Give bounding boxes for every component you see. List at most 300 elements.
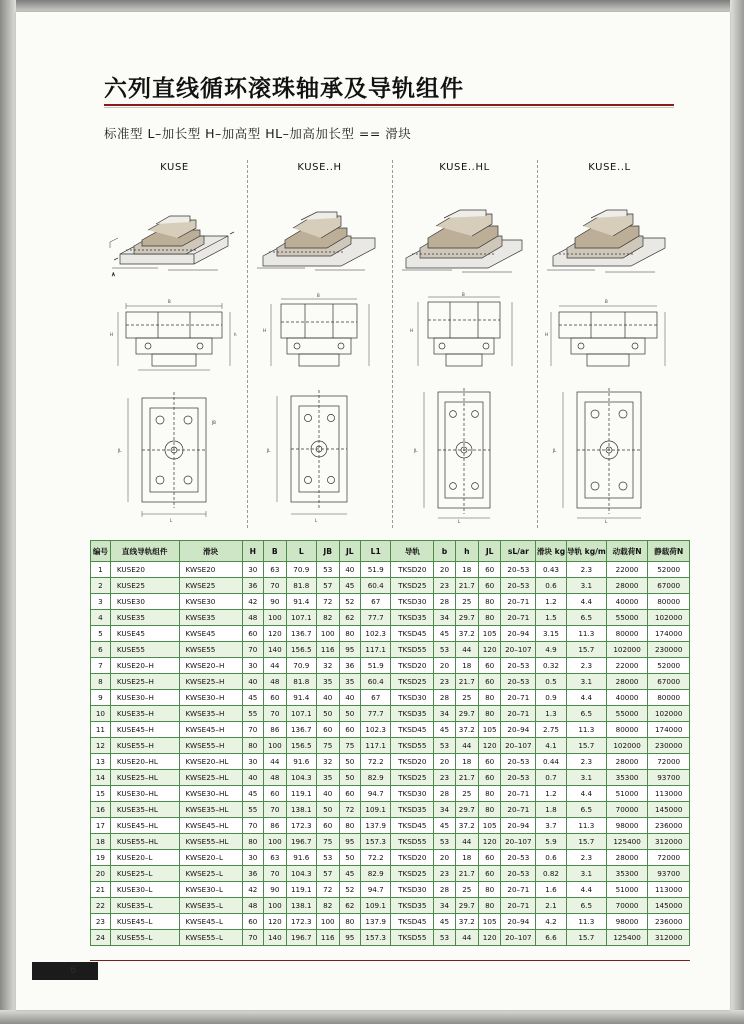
- top-view-drawing-icon: [543, 384, 676, 524]
- table-cell: 6.5: [566, 898, 606, 914]
- table-cell: 50: [316, 802, 339, 818]
- table-cell: 60: [478, 562, 501, 578]
- table-cell: 45: [242, 690, 264, 706]
- table-cell: 22000: [606, 562, 648, 578]
- table-cell: 20–107: [501, 738, 536, 754]
- table-cell: TKSD35: [391, 898, 434, 914]
- table-cell: 104.3: [286, 866, 316, 882]
- table-cell: 117.1: [361, 738, 391, 754]
- table-cell: 120: [478, 834, 501, 850]
- table-cell: 125400: [606, 930, 648, 946]
- page-edge-top: [0, 0, 744, 12]
- table-cell: 55: [242, 802, 264, 818]
- table-cell: 140: [264, 642, 287, 658]
- table-cell: 30: [242, 658, 264, 674]
- table-cell: KUSE35–HL: [110, 802, 179, 818]
- specification-table-container: [90, 540, 690, 946]
- table-cell: 196.7: [286, 930, 316, 946]
- table-cell: 44: [455, 930, 478, 946]
- table-cell: KWSE30–L: [179, 882, 242, 898]
- table-cell: KUSE35–H: [110, 706, 179, 722]
- table-cell: 52000: [648, 562, 690, 578]
- table-cell: 23: [434, 770, 456, 786]
- table-cell: 80: [478, 610, 501, 626]
- table-cell: 28: [434, 786, 456, 802]
- top-view-drawing-icon: [398, 384, 531, 524]
- table-cell: 60: [242, 626, 264, 642]
- table-cell: 18: [455, 754, 478, 770]
- table-cell: 60: [478, 770, 501, 786]
- th-rail-weight: 导轨 kg/m: [566, 541, 606, 562]
- table-cell: 30: [242, 754, 264, 770]
- table-cell: TKSD30: [391, 882, 434, 898]
- table-cell: 20–107: [501, 930, 536, 946]
- table-cell: 102000: [606, 738, 648, 754]
- table-cell: 20–53: [501, 850, 536, 866]
- page-edge-right: [730, 0, 744, 1024]
- table-cell: 20: [434, 850, 456, 866]
- table-cell: 60.4: [361, 578, 391, 594]
- table-cell: 30: [242, 562, 264, 578]
- table-cell: 102.3: [361, 626, 391, 642]
- th-jl: JL: [339, 541, 361, 562]
- table-cell: 18: [455, 562, 478, 578]
- table-cell: 48: [264, 770, 287, 786]
- table-cell: KUSE20–HL: [110, 754, 179, 770]
- table-cell: 67: [361, 594, 391, 610]
- table-cell: 0.43: [536, 562, 567, 578]
- table-cell: KUSE35: [110, 610, 179, 626]
- front-view-drawing-icon: [543, 292, 676, 378]
- table-cell: 40: [316, 690, 339, 706]
- table-cell: 104.3: [286, 770, 316, 786]
- table-cell: 98000: [606, 818, 648, 834]
- th-index: 编号: [91, 541, 111, 562]
- table-cell: TKSD45: [391, 626, 434, 642]
- table-cell: 60: [264, 786, 287, 802]
- table-cell: 70: [242, 642, 264, 658]
- table-cell: 20: [434, 562, 456, 578]
- table-cell: KWSE35–H: [179, 706, 242, 722]
- front-view-drawing-icon: [253, 292, 386, 378]
- table-cell: 116: [316, 642, 339, 658]
- table-cell: KUSE30–HL: [110, 786, 179, 802]
- table-cell: 20–71: [501, 594, 536, 610]
- table-cell: 20–53: [501, 754, 536, 770]
- table-cell: 20: [434, 658, 456, 674]
- table-cell: 0.82: [536, 866, 567, 882]
- table-cell: 20–107: [501, 834, 536, 850]
- table-cell: TKSD20: [391, 562, 434, 578]
- th-dynamic-load: 动载荷N: [606, 541, 648, 562]
- table-cell: 82: [316, 898, 339, 914]
- table-cell: KUSE45–L: [110, 914, 179, 930]
- svg-text:B: B: [168, 299, 171, 304]
- table-cell: 60: [264, 690, 287, 706]
- table-cell: 52: [339, 594, 361, 610]
- table-cell: 60.4: [361, 674, 391, 690]
- table-cell: 80: [478, 898, 501, 914]
- table-cell: 20–53: [501, 578, 536, 594]
- table-cell: 81.8: [286, 578, 316, 594]
- figure-column-kuse-h: [247, 152, 392, 532]
- table-cell: 9: [91, 690, 111, 706]
- table-cell: KWSE25–HL: [179, 770, 242, 786]
- table-cell: 34: [434, 706, 456, 722]
- table-cell: 32: [316, 658, 339, 674]
- table-cell: 102000: [606, 642, 648, 658]
- table-cell: 109.1: [361, 898, 391, 914]
- table-cell: 230000: [648, 738, 690, 754]
- table-cell: 45: [434, 914, 456, 930]
- table-cell: KUSE20–H: [110, 658, 179, 674]
- table-cell: 75: [316, 738, 339, 754]
- table-cell: 44: [264, 658, 287, 674]
- table-cell: 100: [264, 610, 287, 626]
- table-cell: 80: [478, 802, 501, 818]
- table-cell: 18: [455, 850, 478, 866]
- page-subtitle: 标准型 L–加长型 H–加高型 HL–加高加长型 == 滑块: [104, 126, 412, 141]
- table-cell: 100: [264, 834, 287, 850]
- table-row: [91, 898, 690, 914]
- svg-text:H: H: [545, 332, 549, 337]
- table-cell: 21.7: [455, 770, 478, 786]
- table-cell: 70: [264, 866, 287, 882]
- table-cell: 145000: [648, 802, 690, 818]
- table-cell: TKSD30: [391, 690, 434, 706]
- table-cell: 3.15: [536, 626, 567, 642]
- table-cell: 11.3: [566, 818, 606, 834]
- table-cell: 1.8: [536, 802, 567, 818]
- table-cell: 23: [434, 866, 456, 882]
- table-cell: 94.7: [361, 882, 391, 898]
- table-cell: 20–94: [501, 626, 536, 642]
- isometric-drawing-icon: [108, 184, 241, 282]
- table-cell: 15: [91, 786, 111, 802]
- table-cell: 14: [91, 770, 111, 786]
- table-cell: 20–71: [501, 706, 536, 722]
- table-cell: 105: [478, 626, 501, 642]
- table-cell: 1: [91, 562, 111, 578]
- th-l1: L1: [361, 541, 391, 562]
- table-cell: 91.6: [286, 850, 316, 866]
- table-row: [91, 626, 690, 642]
- table-cell: KWSE30–H: [179, 690, 242, 706]
- table-cell: TKSD45: [391, 818, 434, 834]
- table-cell: 98000: [606, 914, 648, 930]
- table-cell: 102000: [648, 610, 690, 626]
- table-cell: 72.2: [361, 754, 391, 770]
- table-cell: KWSE25–H: [179, 674, 242, 690]
- table-cell: 102000: [648, 706, 690, 722]
- table-cell: 77.7: [361, 610, 391, 626]
- table-cell: 36: [339, 658, 361, 674]
- table-row: [91, 594, 690, 610]
- table-cell: 107.1: [286, 610, 316, 626]
- table-cell: 70000: [606, 898, 648, 914]
- table-cell: 3: [91, 594, 111, 610]
- table-cell: 172.3: [286, 818, 316, 834]
- table-cell: 70: [264, 706, 287, 722]
- svg-text:L: L: [458, 519, 461, 524]
- table-cell: 80: [478, 786, 501, 802]
- table-cell: KWSE55–H: [179, 738, 242, 754]
- table-cell: KWSE30–HL: [179, 786, 242, 802]
- table-cell: 125400: [606, 834, 648, 850]
- table-cell: 60: [316, 818, 339, 834]
- svg-text:JL: JL: [118, 448, 122, 453]
- table-row: [91, 866, 690, 882]
- table-cell: 53: [316, 562, 339, 578]
- table-cell: 67000: [648, 674, 690, 690]
- table-cell: 80: [242, 738, 264, 754]
- table-cell: TKSD20: [391, 658, 434, 674]
- table-cell: 35: [339, 674, 361, 690]
- table-cell: KWSE45–L: [179, 914, 242, 930]
- table-cell: 40: [339, 690, 361, 706]
- table-cell: 15.7: [566, 738, 606, 754]
- table-cell: 2.75: [536, 722, 567, 738]
- table-row: [91, 914, 690, 930]
- front-view-drawing-icon: [398, 292, 531, 378]
- svg-text:JB: JB: [212, 420, 216, 425]
- table-cell: 120: [478, 738, 501, 754]
- table-cell: 109.1: [361, 802, 391, 818]
- table-cell: TKSD25: [391, 866, 434, 882]
- table-cell: 81.8: [286, 674, 316, 690]
- table-cell: 0.9: [536, 690, 567, 706]
- table-cell: 20–107: [501, 642, 536, 658]
- table-cell: 48: [242, 898, 264, 914]
- table-cell: 172.3: [286, 914, 316, 930]
- table-cell: 45: [434, 626, 456, 642]
- table-row: [91, 610, 690, 626]
- page-edge-bottom: [0, 1010, 744, 1024]
- table-cell: 15.7: [566, 930, 606, 946]
- top-view-drawing-icon: [108, 384, 241, 524]
- top-view-drawing-icon: [253, 384, 386, 524]
- table-cell: KUSE20: [110, 562, 179, 578]
- page-number-tab: [32, 962, 98, 980]
- table-cell: 2.3: [566, 754, 606, 770]
- table-cell: 60: [316, 722, 339, 738]
- table-cell: 72000: [648, 850, 690, 866]
- table-cell: KWSE45: [179, 626, 242, 642]
- table-cell: 35300: [606, 770, 648, 786]
- table-cell: 62: [339, 610, 361, 626]
- table-cell: 140: [264, 930, 287, 946]
- table-cell: 12: [91, 738, 111, 754]
- table-cell: 119.1: [286, 882, 316, 898]
- table-cell: 18: [455, 658, 478, 674]
- table-cell: 80: [242, 834, 264, 850]
- table-cell: KUSE25–HL: [110, 770, 179, 786]
- table-row: [91, 658, 690, 674]
- table-cell: 28: [434, 594, 456, 610]
- front-view-drawing-icon: [108, 292, 241, 378]
- table-cell: 70: [242, 818, 264, 834]
- table-cell: 40: [316, 786, 339, 802]
- table-cell: 44: [264, 754, 287, 770]
- table-cell: 70.9: [286, 562, 316, 578]
- table-row: [91, 674, 690, 690]
- table-cell: 100: [316, 626, 339, 642]
- table-cell: KUSE55: [110, 642, 179, 658]
- table-cell: TKSD20: [391, 850, 434, 866]
- table-cell: 50: [316, 706, 339, 722]
- table-cell: 80000: [606, 626, 648, 642]
- table-cell: 63: [264, 850, 287, 866]
- table-cell: 62: [339, 898, 361, 914]
- table-cell: 75: [316, 834, 339, 850]
- th-h: H: [242, 541, 264, 562]
- table-cell: 82.9: [361, 866, 391, 882]
- table-cell: KWSE30: [179, 594, 242, 610]
- table-cell: 42: [242, 882, 264, 898]
- paper-sheet: [16, 12, 730, 1010]
- table-cell: TKSD25: [391, 578, 434, 594]
- table-cell: TKSD30: [391, 786, 434, 802]
- table-cell: KWSE20–HL: [179, 754, 242, 770]
- table-cell: 60: [339, 722, 361, 738]
- table-cell: 1.6: [536, 882, 567, 898]
- table-cell: TKSD45: [391, 722, 434, 738]
- table-cell: 91.4: [286, 690, 316, 706]
- table-cell: TKSD35: [391, 610, 434, 626]
- table-cell: KWSE55–HL: [179, 834, 242, 850]
- table-cell: 25: [455, 690, 478, 706]
- table-cell: 11.3: [566, 626, 606, 642]
- table-cell: 50: [339, 754, 361, 770]
- svg-text:L: L: [170, 518, 173, 523]
- table-cell: KWSE55: [179, 642, 242, 658]
- table-cell: 29.7: [455, 898, 478, 914]
- page-edge-left: [0, 0, 16, 1024]
- table-cell: 119.1: [286, 786, 316, 802]
- table-cell: 17: [91, 818, 111, 834]
- table-cell: 0.7: [536, 770, 567, 786]
- th-b-small: b: [434, 541, 456, 562]
- table-cell: 23: [91, 914, 111, 930]
- table-cell: 3.1: [566, 770, 606, 786]
- page-title: 六列直线循环滚珠轴承及导轨组件: [104, 76, 464, 102]
- figure-column-kuse-l: [537, 152, 682, 532]
- table-cell: KWSE35–L: [179, 898, 242, 914]
- table-cell: 80: [339, 626, 361, 642]
- table-cell: 51000: [606, 786, 648, 802]
- table-cell: 19: [91, 850, 111, 866]
- table-cell: 157.3: [361, 930, 391, 946]
- svg-text:JL: JL: [267, 448, 271, 453]
- table-cell: 1.5: [536, 610, 567, 626]
- table-cell: 11.3: [566, 914, 606, 930]
- table-cell: 1.2: [536, 786, 567, 802]
- table-cell: KWSE35: [179, 610, 242, 626]
- table-cell: 6: [91, 642, 111, 658]
- table-cell: 72: [316, 594, 339, 610]
- table-cell: 105: [478, 722, 501, 738]
- svg-text:L: L: [315, 518, 318, 523]
- table-cell: 136.7: [286, 722, 316, 738]
- table-cell: 77.7: [361, 706, 391, 722]
- svg-text:h: h: [234, 332, 237, 337]
- table-cell: 36: [242, 866, 264, 882]
- table-cell: 80: [478, 690, 501, 706]
- table-cell: 20: [434, 754, 456, 770]
- table-cell: 20: [91, 866, 111, 882]
- isometric-drawing-icon: [253, 184, 386, 282]
- table-cell: 29.7: [455, 802, 478, 818]
- table-cell: 0.44: [536, 754, 567, 770]
- table-cell: 20–53: [501, 674, 536, 690]
- table-cell: 67000: [648, 578, 690, 594]
- table-cell: 145000: [648, 898, 690, 914]
- table-cell: 37.2: [455, 914, 478, 930]
- th-b: B: [264, 541, 287, 562]
- table-cell: 53: [434, 834, 456, 850]
- table-cell: 4.2: [536, 914, 567, 930]
- table-cell: 93700: [648, 866, 690, 882]
- table-cell: 113000: [648, 882, 690, 898]
- table-cell: 20–94: [501, 914, 536, 930]
- figure-column-kuse-hl: [392, 152, 537, 532]
- table-cell: 53: [434, 738, 456, 754]
- table-cell: 1.3: [536, 706, 567, 722]
- title-divider-shadow: [104, 107, 674, 108]
- table-row: [91, 786, 690, 802]
- table-cell: 3.1: [566, 674, 606, 690]
- table-cell: 44: [455, 738, 478, 754]
- table-cell: KUSE55–HL: [110, 834, 179, 850]
- table-cell: 72: [316, 882, 339, 898]
- table-cell: 35300: [606, 866, 648, 882]
- table-cell: 16: [91, 802, 111, 818]
- table-cell: 52000: [648, 658, 690, 674]
- th-rail: 导轨: [391, 541, 434, 562]
- table-cell: 236000: [648, 914, 690, 930]
- table-cell: 23: [434, 578, 456, 594]
- table-cell: 45: [339, 578, 361, 594]
- svg-text:H: H: [263, 328, 267, 333]
- table-cell: 60: [478, 754, 501, 770]
- table-cell: 48: [264, 674, 287, 690]
- table-cell: 70: [264, 802, 287, 818]
- table-cell: 2.1: [536, 898, 567, 914]
- table-cell: KWSE55–L: [179, 930, 242, 946]
- table-cell: KWSE45–HL: [179, 818, 242, 834]
- isometric-drawing-icon: [398, 184, 531, 282]
- svg-text:L: L: [605, 519, 608, 524]
- table-cell: 21.7: [455, 866, 478, 882]
- table-cell: 55000: [606, 706, 648, 722]
- table-cell: 100: [264, 738, 287, 754]
- table-cell: 80: [339, 818, 361, 834]
- table-cell: KUSE30: [110, 594, 179, 610]
- table-cell: 4: [91, 610, 111, 626]
- table-cell: 138.1: [286, 898, 316, 914]
- table-cell: KWSE20–H: [179, 658, 242, 674]
- table-row: [91, 642, 690, 658]
- table-cell: 21.7: [455, 578, 478, 594]
- table-cell: 2: [91, 578, 111, 594]
- figure-label: KUSE: [160, 162, 189, 173]
- table-row: [91, 882, 690, 898]
- table-cell: 5.9: [536, 834, 567, 850]
- table-cell: 90: [264, 882, 287, 898]
- table-row: [91, 738, 690, 754]
- table-cell: 156.5: [286, 642, 316, 658]
- table-cell: KUSE55–H: [110, 738, 179, 754]
